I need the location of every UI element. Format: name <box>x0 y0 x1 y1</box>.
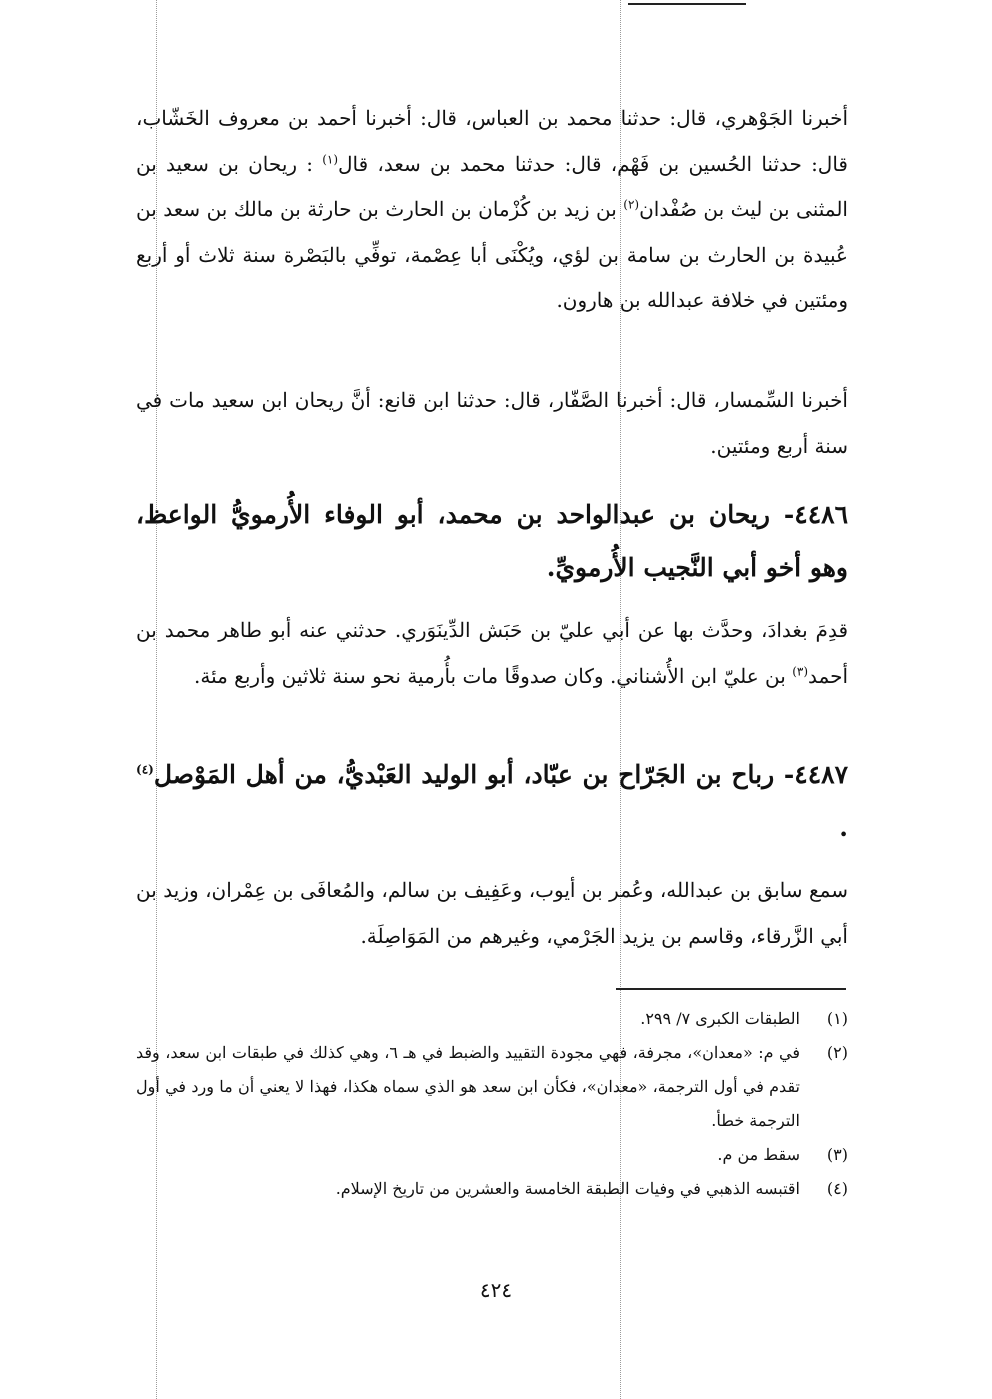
footnote-ref-3: (٣) <box>792 663 809 678</box>
entry-heading-4486: ٤٤٨٦- ريحان بن عبدالواحد بن محمد، أبو الوفاء الأُرمويُّ الواعظ، وهو أخو أبي النَّجيب الأُرمويِّ. <box>136 500 848 582</box>
heading-text: . <box>839 813 848 842</box>
paragraph-text: بن زيد بن كُزْمان بن الحارث بن حارثة بن مالك بن سعد بن عُبيدة بن الحارث بن سامة بن لؤي، ويُكْنَى أبا عِصْمة، توفِّي بالبَصْرة سنة ثلاث أو أربع ومئتين في خلافة عبدالله بن هارون. <box>136 197 848 312</box>
footnote-number: (١) <box>826 1009 848 1028</box>
footnote-text: الطبقات الكبرى ٧/ ٢٩٩. <box>640 1009 800 1028</box>
paragraph-text: : ريحان بن سعيد بن المثنى بن ليث بن صُفْدان <box>136 151 848 221</box>
footnote-number: (٤) <box>826 1179 848 1198</box>
footnote-text: في م: «معدان»، مجرفة، فهي مجودة التقييد والضبط في هـ ٦، وهي كذلك في طبقات ابن سعد، وقد تقدم في أول الترجمة، «معدان»، فكأن ابن سعد هو الذي سماه هكذا، فهذا لا يعني أن ما ورد في أول الترجمة خطأ. <box>136 1043 800 1130</box>
footnote-number: (٣) <box>826 1145 848 1164</box>
page-number: ٤٢٤ <box>479 1278 513 1302</box>
footnote-ref-1: (١) <box>322 151 339 166</box>
footnotes <box>136 1002 848 1206</box>
entry-heading-4487 <box>136 748 848 848</box>
main-text <box>136 96 848 1004</box>
paragraph-text: أخبرنا الجَوْهري، قال: حدثنا محمد بن العباس، قال: أخبرنا أحمد بن معروف الخَشّاب، قال: حدثنا الحُسين بن فَهْم، قال: حدثنا محمد بن سعد، قال <box>136 106 848 176</box>
footnote-text: سقط من م. <box>717 1145 800 1164</box>
top-rule <box>628 3 746 5</box>
footnote-3 <box>136 1138 848 1172</box>
paragraph-death-date: أخبرنا السِّمسار، قال: أخبرنا الصَّفّار، قال: حدثنا ابن قانع: أنَّ ريحان ابن سعيد مات في سنة أربع ومئتين. <box>136 388 848 458</box>
paragraph-baghdad <box>136 608 848 744</box>
paragraph-text: قدِمَ بغدادَ، وحدَّث بها عن أبي عليّ بن حَبَش الدِّينَوَري. حدثني عنه أبو طاهر محمد بن أحمد <box>136 618 848 688</box>
heading-text: ٤٤٨٧- رباح بن الجَرّاح بن عبّاد، أبو الوليد العَبْديُّ، من أهل المَوْصل <box>153 760 848 789</box>
footnote-ref-4: (٤) <box>136 762 154 777</box>
footnote-separator <box>616 988 846 990</box>
footnote-text: اقتبسه الذهبي في وفيات الطبقة الخامسة والعشرين من تاريخ الإسلام. <box>335 1179 800 1198</box>
footnote-2 <box>136 1036 848 1138</box>
footnote-4 <box>136 1172 848 1206</box>
paragraph-text: بن عليّ ابن الأُشناني. وكان صدوقًا مات بأُرمية نحو سنة ثلاثين وأربع مئة. <box>193 663 793 688</box>
footnote-ref-2: (٢) <box>623 197 640 212</box>
paragraph-teachers: سمع سابق بن عبدالله، وعُمر بن أيوب، وعَفِيف بن سالم، والمُعافَى بن عِمْران، وزيد بن أبي الزَّرقاء، وقاسم بن يزيد الجَرْمي، وغيرهم من المَوَاصِلَة. <box>136 878 848 948</box>
footnote-1 <box>136 1002 848 1036</box>
paragraph-rayhan-ibn-said <box>136 96 848 366</box>
footnote-number: (٢) <box>826 1043 848 1062</box>
